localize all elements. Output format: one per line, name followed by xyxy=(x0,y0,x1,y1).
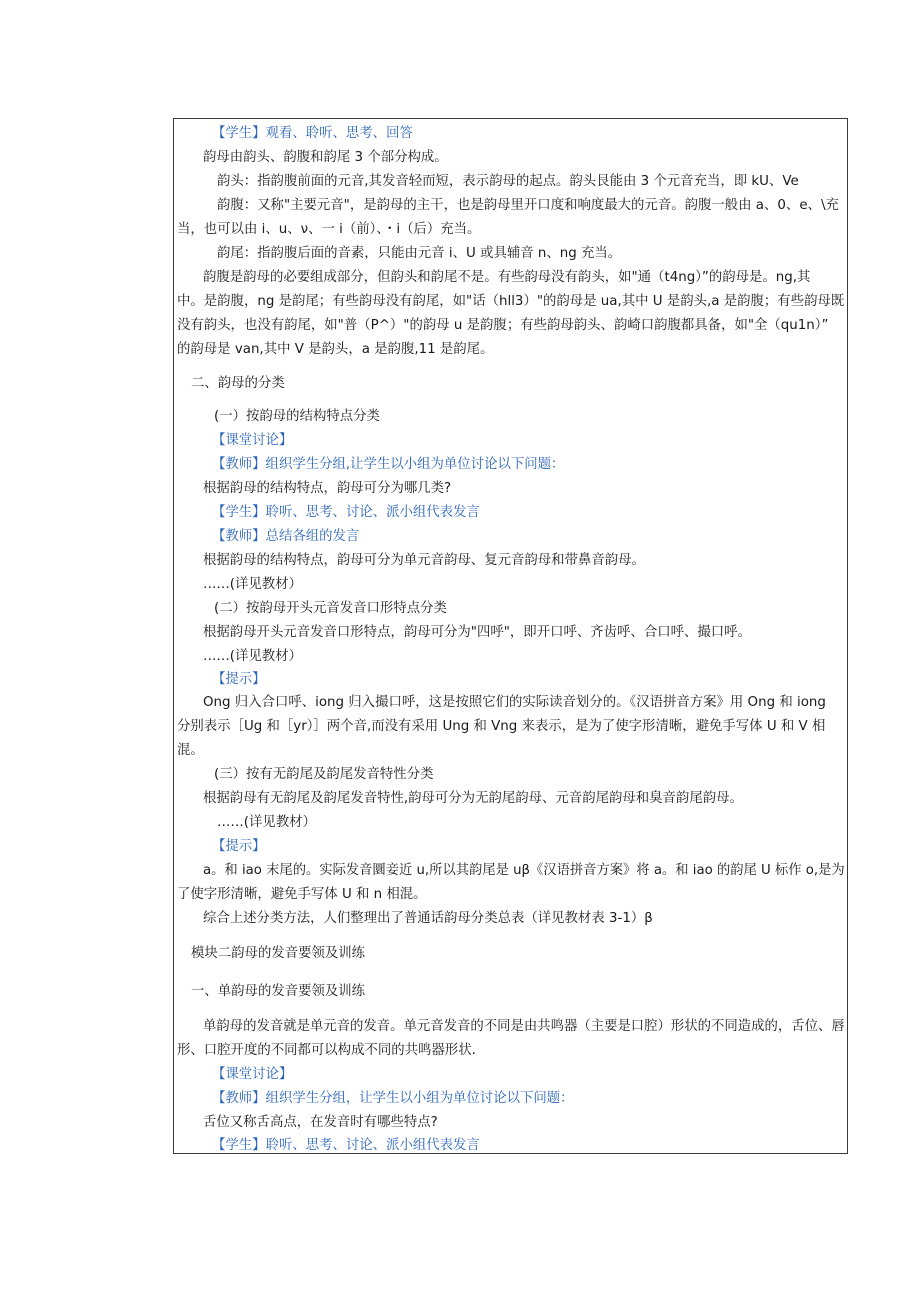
paragraph-cont: 了使字形清晰，避免手写体 U 和 n 相混。 xyxy=(177,887,427,902)
paragraph-cont: 混。 xyxy=(177,743,204,758)
subsection-heading: (一）按韵母的结构特点分类 xyxy=(214,409,380,424)
tip-label: 【提示】 xyxy=(212,672,266,687)
discussion-question: 舌位又称舌高点，在发音时有哪些特点? xyxy=(203,1115,438,1130)
student-activity-line: 【学生】观看、聆听、思考、回答 xyxy=(212,126,413,141)
paragraph: Ong 归入合口呼、iong 归入撮口呼，这是按照它们的实际读音划分的。《汉语拼音方案》用 Ong 和 iong xyxy=(203,695,826,710)
module-heading: 模块二韵母的发音要领及训练 xyxy=(191,946,366,961)
subsection-heading: (三）按有无韵尾及韵尾发音特性分类 xyxy=(214,767,434,782)
paragraph-structure-cont: 中。是韵腹，ng 是韵尾；有些韵母没有韵尾，如"话（hll3）"的韵母是 ua,其中 U 是韵头,a 是韵腹；有些韵母既 xyxy=(177,294,845,309)
section-heading: 一、单韵母的发音要领及训练 xyxy=(191,984,366,999)
paragraph-yunfu-cont: 当，也可以由 i、u、ν、一 i（前）、・i（后）充当。 xyxy=(177,222,481,237)
student-activity-line: 【学生】聆听、思考、讨论、派小组代表发言 xyxy=(212,1138,480,1153)
subsection-heading: (二）按韵母开头元音发音口形特点分类 xyxy=(214,601,447,616)
teacher-activity-line: 【教师】总结各组的发言 xyxy=(212,529,360,544)
paragraph-cont: 分别表示［Ug 和［yr）］两个音,而没有采用 Ung 和 Vng 来表示，是为了使字形清晰，避免手写体 U 和 V 相 xyxy=(177,719,826,734)
class-discussion-label: 【课堂讨论】 xyxy=(212,433,293,448)
teacher-activity-line: 【教师】组织学生分组，让学生以小组为单位讨论以下问题： xyxy=(212,1091,574,1106)
class-discussion-label: 【课堂讨论】 xyxy=(212,1067,293,1082)
paragraph-structure: 韵腹是韵母的必要组成部分，但韵头和韵尾不是。有些韵母没有韵头，如"通（t4ng）”的韵母是。ng,其 xyxy=(203,270,811,285)
paragraph: 综合上述分类方法，人们整理出了普通话韵母分类总表（详见教材表 3-1）β xyxy=(203,911,653,926)
paragraph-cont: 形、口腔开度的不同都可以构成不同的共鸣器形状. xyxy=(177,1043,476,1058)
teacher-activity-line: 【教师】组织学生分组,让学生以小组为单位讨论以下问题： xyxy=(212,457,565,472)
paragraph-structure-cont: 的韵母是 van,其中 V 是韵头，a 是韵腹,11 是韵尾。 xyxy=(177,342,494,357)
section-heading: 二、韵母的分类 xyxy=(191,376,285,391)
see-textbook-note: ……(详见教材） xyxy=(217,815,316,830)
discussion-question: 根据韵母的结构特点，韵母可分为哪几类? xyxy=(203,481,452,496)
student-activity-line: 【学生】聆听、思考、讨论、派小组代表发言 xyxy=(212,505,480,520)
see-textbook-note: ……(详见教材） xyxy=(203,577,302,592)
paragraph-yuntou: 韵头：指韵腹前面的元音,其发音轻而短，表示韵母的起点。韵头艮能由 3 个元音充当，即 kU、Ve xyxy=(217,174,799,189)
tip-label: 【提示】 xyxy=(212,839,266,854)
paragraph: a。和 iao 末尾的。实际发音圜妾近 u,所以其韵尾是 uβ《汉语拼音方案》将 a。和 iao 的韵尾 U 标作 o,是为 xyxy=(203,863,845,878)
paragraph: 根据韵母开头元音发音口形特点，韵母可分为"四呼"，即开口呼、齐齿呼、合口呼、撮口呼。 xyxy=(203,625,751,640)
paragraph: 根据韵母的结构特点，韵母可分为单元音韵母、复元音韵母和带鼻音韵母。 xyxy=(203,553,645,568)
paragraph: 单韵母的发音就是单元音的发音。单元音发音的不同是由共鸣器（主要是口腔）形状的不同造成的，舌位、唇 xyxy=(203,1019,845,1034)
paragraph-intro: 韵母由韵头、韵腹和韵尾 3 个部分构成。 xyxy=(203,150,448,165)
paragraph-yunwei: 韵尾：指韵腹后面的音素，只能由元音 i、U 或具辅音 n、ng 充当。 xyxy=(217,246,622,261)
paragraph: 根据韵母有无韵尾及韵尾发音特性,韵母可分为无韵尾韵母、元音韵尾韵母和臭音韵尾韵母。 xyxy=(203,791,743,806)
paragraph-structure-cont: 没有韵头，也没有韵尾，如"普（P^）"的韵母 u 是韵腹；有些韵母韵头、韵崎口韵腹都具备，如"全（qu1n）” xyxy=(177,318,829,333)
see-textbook-note: ……(详见教材） xyxy=(203,649,302,664)
paragraph-yunfu: 韵腹：又称"主要元音"，是韵母的主干，也是韵母里开口度和响度最大的元音。韵腹一般由 a、0、e、\充 xyxy=(217,198,839,213)
